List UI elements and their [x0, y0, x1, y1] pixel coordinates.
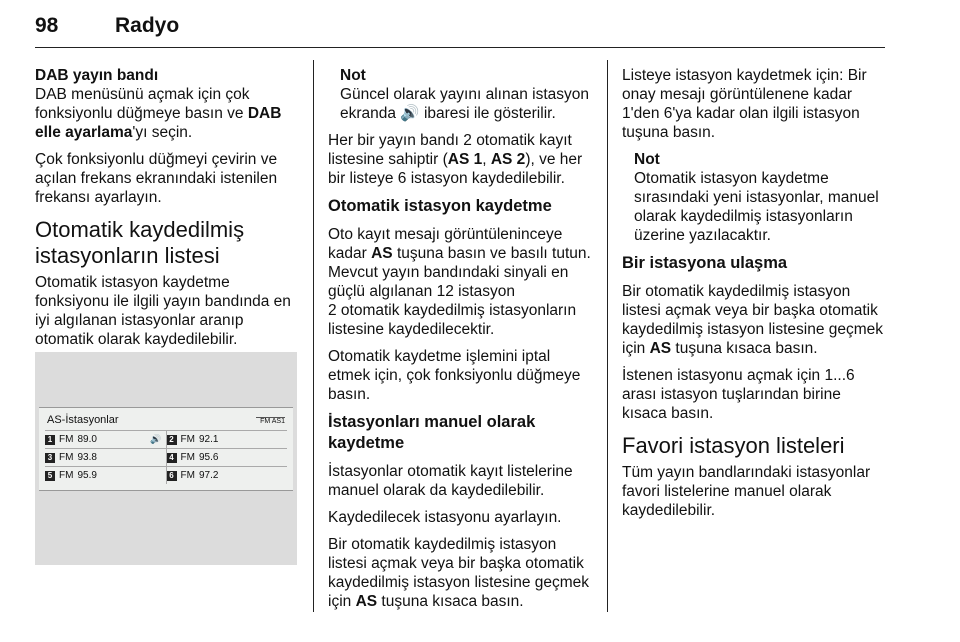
note-box-2 — [622, 150, 887, 245]
section-title: Radyo — [115, 14, 180, 37]
open-list-paragraph: Bir otomatik kaydedilmiş istasyon listesi açmak veya bir başka otomatik kaydedilmiş istasyon listesine geçmek için AS tuşuna kısaca basın. — [328, 536, 590, 610]
screen-title: AS-İstasyonlar — [47, 414, 119, 426]
favorites-paragraph: Tüm yayın bandlarındaki istasyonlar favori listelerine manuel olarak kaydedilebilir. — [622, 464, 871, 519]
preset-4: 4 FM 95.6 — [167, 449, 288, 466]
select-station-paragraph: İstenen istasyonu açmak için 1...6 arası istasyon tuşlarından birine kısaca basın. — [622, 367, 855, 422]
station-list-figure — [35, 352, 297, 565]
manual-save-heading: İstasyonları manuel olarak kaydetme — [328, 413, 536, 452]
preset-1: 1 FM 89.0 🔊 — [45, 431, 167, 448]
note-text-2: Otomatik istasyon kaydetme sırasındaki yeni istasyonlar, manuel olarak kaydedilmiş istasyonların üzerine yazılacaktır. — [634, 170, 879, 244]
note-box — [328, 66, 593, 123]
page-header — [35, 14, 885, 46]
column-2 — [328, 66, 593, 619]
dab-paragraph: DAB menüsünü açmak için çok fonksiyonlu düğmeye basın ve DAB elle ayarlama'yı seçin. — [35, 86, 282, 141]
header-rule — [35, 47, 885, 48]
note-title-2: Not — [634, 151, 660, 168]
lists-paragraph: Her bir yayın bandı 2 otomatik kayıt listesine sahiptir (AS 1, AS 2), ve her bir listeye 6 istasyon kaydedilebilir. — [328, 132, 583, 187]
dab-heading: DAB yayın bandı — [35, 67, 159, 84]
preset-6: 6 FM 97.2 — [167, 467, 288, 484]
band-tag: FM AS1 — [256, 417, 285, 425]
dab-paragraph-2: Çok fonksiyonlu düğmeyi çevirin ve açılan frekans ekranındaki istenilen frekansı ayarlayın. — [35, 151, 278, 206]
access-paragraph: Bir otomatik kaydedilmiş istasyon listesi açmak veya bir başka otomatik kaydedilmiş istasyon listesine geçmek için AS tuşuna kısaca basın. — [622, 283, 884, 357]
favorites-heading: Favori istasyon listeleri — [622, 433, 845, 458]
auto-save-paragraph-2: 2 otomatik kaydedilmiş istasyonların listesine kaydedilecektir. — [328, 302, 577, 338]
preset-grid — [45, 430, 287, 484]
auto-list-heading: Otomatik kaydedilmiş istasyonların listesi — [35, 217, 245, 268]
speaker-icon: 🔊 — [400, 105, 420, 122]
column-3 — [622, 66, 887, 528]
column-divider-2 — [607, 60, 608, 612]
cancel-paragraph: Otomatik kaydetme işlemini iptal etmek için, çok fonksiyonlu düğmeye basın. — [328, 348, 581, 403]
speaker-icon: 🔊 — [150, 434, 162, 444]
preset-2: 2 FM 92.1 — [167, 431, 288, 448]
column-divider-1 — [313, 60, 314, 612]
auto-save-paragraph: Oto kayıt mesajı görüntüleninceye kadar AS tuşuna basın ve basılı tutun. Mevcut yayın bandındaki sinyali en güçlü algılanan 12 istasyon — [328, 226, 591, 300]
access-heading: Bir istasyona ulaşma — [622, 254, 788, 272]
tune-paragraph: Kaydedilecek istasyonu ayarlayın. — [328, 509, 562, 526]
preset-5: 5 FM 95.9 — [45, 467, 167, 484]
save-to-list-paragraph: Listeye istasyon kaydetmek için: Bir onay mesajı görüntülenene kadar 1'den 6'ya kadar olan ilgili istasyon tuşuna basın. — [622, 67, 867, 141]
page-number: 98 — [35, 14, 59, 37]
note-title: Not — [340, 67, 366, 84]
auto-list-paragraph: Otomatik istasyon kaydetme fonksiyonu ile ilgili yayın bandında en iyi algılanan istasyonlar aranıp otomatik olarak kaydedilebilir. — [35, 274, 291, 348]
auto-save-heading: Otomatik istasyon kaydetme — [328, 197, 552, 215]
manual-paragraph: İstasyonlar otomatik kayıt listelerine manuel olarak da kaydedilebilir. — [328, 463, 573, 499]
preset-3: 3 FM 93.8 — [45, 449, 167, 466]
column-1 — [35, 66, 300, 357]
radio-screen — [39, 407, 293, 491]
note-text: Güncel olarak yayını alınan istasyon ekranda 🔊 ibaresi ile gösterilir. — [340, 86, 589, 122]
